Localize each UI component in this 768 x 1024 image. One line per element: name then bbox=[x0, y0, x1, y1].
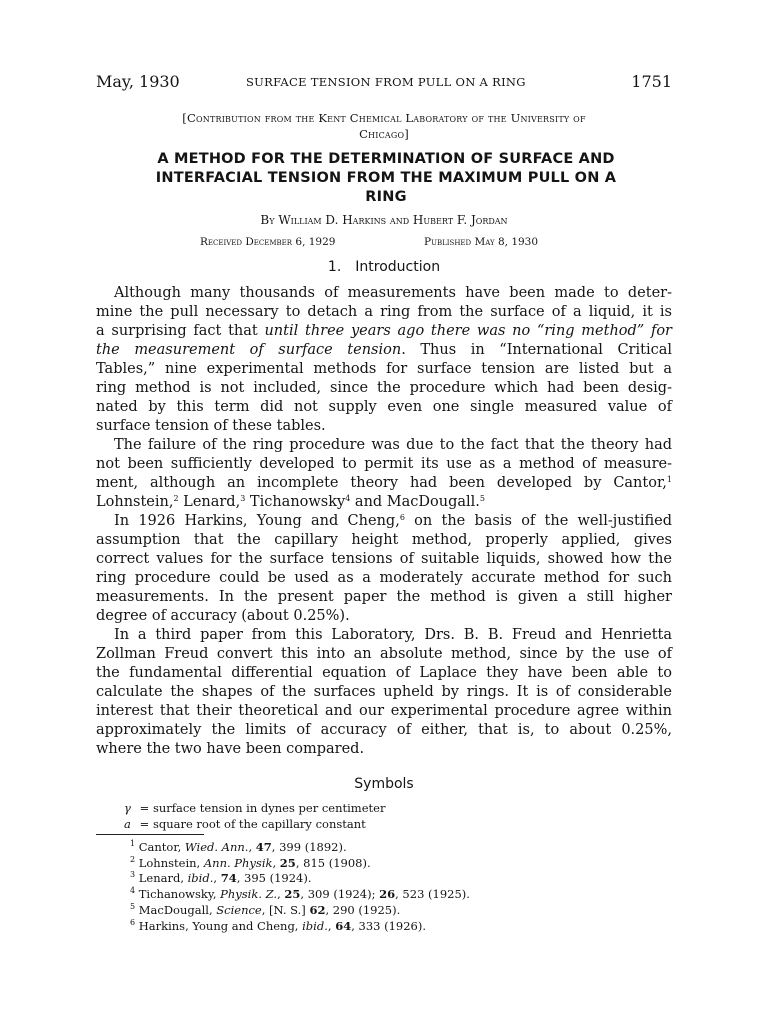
text-run: , 815 (1908). bbox=[295, 855, 371, 870]
paragraph bbox=[96, 512, 672, 626]
volume-number: 64 bbox=[335, 918, 352, 933]
italic-run: ibid. bbox=[302, 918, 328, 933]
text-line bbox=[96, 398, 672, 417]
footnote-ref: 5 bbox=[130, 901, 136, 911]
text-line bbox=[96, 322, 672, 341]
paragraph bbox=[96, 626, 672, 759]
text-line bbox=[96, 455, 672, 474]
running-title: SURFACE TENSION FROM PULL ON A RING bbox=[246, 75, 526, 89]
text-run: , bbox=[327, 918, 336, 933]
text-line bbox=[96, 303, 672, 322]
italic-run: until three years ago there was no “ring method” for bbox=[264, 323, 672, 339]
text-line bbox=[96, 474, 672, 493]
text-run: mine the pull necessary to detach a ring from the surface of a liquid, it is bbox=[96, 304, 672, 320]
text-run: ring method is not included, since the procedure which had been desig- bbox=[96, 380, 672, 396]
text-run: MacDougall, bbox=[135, 902, 217, 917]
text-line bbox=[96, 379, 672, 398]
text-line bbox=[96, 417, 672, 436]
paragraph bbox=[96, 436, 672, 512]
text-run: Although many thousands of measurements have been made to deter- bbox=[114, 285, 672, 301]
text-run: Lenard, bbox=[178, 494, 241, 510]
volume-number: 25 bbox=[279, 855, 296, 870]
footnote-rule bbox=[96, 834, 204, 835]
text-line bbox=[96, 702, 672, 721]
section-heading bbox=[96, 259, 672, 275]
text-run: interest that their theoretical and our experimental procedure agree within bbox=[96, 703, 672, 719]
text-run: Cantor, bbox=[135, 840, 185, 854]
footnote-ref: 4 bbox=[345, 494, 351, 503]
text-run: , 399 (1892). bbox=[271, 840, 347, 854]
publication-dates bbox=[200, 236, 600, 248]
symbols-heading: Symbols bbox=[354, 776, 414, 792]
footnote-ref: 6 bbox=[399, 513, 405, 522]
text-line bbox=[96, 626, 672, 645]
text-run: calculate the shapes of the surfaces upheld by rings. It is of considerable bbox=[96, 684, 672, 700]
symbol-definition: = square root of the capillary constant bbox=[139, 817, 366, 831]
text-run: Lohnstein, bbox=[135, 855, 204, 870]
text-line bbox=[96, 588, 672, 607]
section-title: Introduction bbox=[355, 259, 441, 275]
symbol-row bbox=[124, 800, 664, 816]
footnotes bbox=[130, 840, 670, 934]
text-run: nated by this term did not supply even one single measured value of bbox=[96, 399, 672, 415]
text-line bbox=[96, 284, 672, 303]
text-line bbox=[96, 360, 672, 379]
text-line bbox=[96, 721, 672, 740]
text-run: ment, although an incomplete theory had been developed by Cantor, bbox=[96, 475, 667, 491]
text-line bbox=[96, 493, 672, 512]
volume-number: 25 bbox=[284, 887, 301, 902]
italic-run: Ann. Physik bbox=[203, 855, 273, 870]
author-line: By William D. Harkins and Hubert F. Jordan bbox=[260, 213, 508, 227]
text-run: where the two have been compared. bbox=[96, 741, 365, 757]
footnote bbox=[130, 856, 670, 872]
text-line bbox=[96, 645, 672, 664]
article-title bbox=[100, 150, 672, 207]
text-run: Lenard, bbox=[135, 871, 188, 886]
contribution-note bbox=[96, 110, 672, 142]
text-run: , 523 (1925). bbox=[395, 887, 470, 902]
italic-run: Wied. Ann. bbox=[184, 840, 249, 854]
text-run: on the basis of the well-justified bbox=[404, 513, 673, 529]
footnote-ref: 4 bbox=[130, 886, 136, 896]
footnote-ref: 1 bbox=[130, 839, 136, 848]
footnote-ref: 6 bbox=[130, 917, 136, 927]
footnote-ref: 2 bbox=[173, 494, 179, 503]
symbol: γ bbox=[124, 801, 131, 815]
contribution-line: Chicago] bbox=[359, 127, 409, 141]
text-line bbox=[96, 512, 672, 531]
text-run: surface tension of these tables. bbox=[96, 418, 326, 434]
symbol-definition: = surface tension in dynes per centimeter bbox=[139, 801, 386, 815]
text-run: , 309 (1924); bbox=[300, 887, 380, 902]
title-line: INTERFACIAL TENSION FROM THE MAXIMUM PULL ON A bbox=[155, 170, 617, 186]
italic-run: the measurement of surface tension bbox=[96, 342, 402, 358]
paragraph bbox=[96, 284, 672, 436]
text-run: Zollman Freud convert this into an absolute method, since by the use of bbox=[96, 646, 672, 662]
footnote bbox=[130, 840, 670, 856]
footnote bbox=[130, 887, 670, 903]
running-header bbox=[96, 72, 672, 96]
volume-number: 26 bbox=[379, 887, 396, 902]
text-line bbox=[96, 740, 672, 759]
text-line bbox=[96, 550, 672, 569]
text-line bbox=[96, 683, 672, 702]
text-run: Tables,” nine experimental methods for surface tension are listed but a bbox=[96, 361, 672, 377]
italic-run: Science bbox=[216, 902, 262, 917]
page-number: 1751 bbox=[631, 72, 672, 91]
text-run: , 290 (1925). bbox=[325, 902, 401, 917]
footnote bbox=[130, 919, 670, 935]
body-text bbox=[96, 284, 672, 759]
text-run: , bbox=[272, 855, 280, 870]
section-number: 1. bbox=[327, 259, 342, 275]
contribution-line: [Contribution from the Kent Chemical Laboratory of the University of bbox=[182, 111, 586, 125]
text-run: and MacDougall. bbox=[350, 494, 480, 510]
published-date: Published May 8, 1930 bbox=[424, 236, 539, 248]
symbol-row bbox=[124, 816, 664, 832]
text-line bbox=[96, 569, 672, 588]
text-run: Lohnstein, bbox=[96, 494, 174, 510]
footnote bbox=[130, 903, 670, 919]
text-run: a surprising fact that bbox=[96, 323, 265, 339]
text-run: , bbox=[277, 887, 285, 902]
text-run: measurements. In the present paper the method is given a still higher bbox=[96, 589, 672, 605]
text-run: In 1926 Harkins, Young and Cheng, bbox=[114, 513, 400, 529]
text-run: , [N. S.] bbox=[261, 902, 310, 917]
text-run: , bbox=[248, 840, 256, 854]
title-line: RING bbox=[365, 189, 407, 205]
footnote-ref: 3 bbox=[240, 494, 246, 503]
footnote-ref: 3 bbox=[130, 870, 136, 880]
text-line bbox=[96, 664, 672, 683]
text-run: Harkins, Young and Cheng, bbox=[135, 918, 303, 933]
symbol: a bbox=[124, 817, 131, 831]
text-run: . Thus in “International Critical bbox=[401, 342, 672, 358]
footnote bbox=[130, 871, 670, 887]
text-run: correct values for the surface tensions of suitable liquids, showed how the bbox=[96, 551, 672, 567]
text-run: , 395 (1924). bbox=[236, 871, 312, 886]
issue-date: May, 1930 bbox=[96, 72, 180, 91]
text-run: ring procedure could be used as a moderately accurate method for such bbox=[96, 570, 672, 586]
text-line bbox=[96, 436, 672, 455]
italic-run: Physik. Z. bbox=[220, 887, 278, 902]
footnote-ref: 5 bbox=[479, 494, 486, 503]
text-run: approximately the limits of accuracy of either, that is, to about 0.25%, bbox=[96, 722, 672, 738]
text-run: , bbox=[213, 871, 221, 886]
text-run: The failure of the ring procedure was due to the fact that the theory had bbox=[114, 437, 672, 453]
text-line bbox=[96, 607, 672, 626]
italic-run: ibid. bbox=[187, 871, 214, 886]
received-date: Received December 6, 1929 bbox=[200, 236, 336, 248]
text-run: In a third paper from this Laboratory, Drs. B. B. Freud and Henrietta bbox=[114, 627, 672, 643]
symbols-list bbox=[124, 800, 664, 832]
text-run: Tichanowsky bbox=[245, 494, 346, 510]
text-run: Tichanowsky, bbox=[135, 887, 221, 902]
text-run: , 333 (1926). bbox=[351, 918, 427, 933]
volume-number: 47 bbox=[255, 840, 272, 854]
text-run: assumption that the capillary height method, properly applied, gives bbox=[96, 532, 672, 548]
text-line bbox=[96, 531, 672, 550]
title-line: A METHOD FOR THE DETERMINATION OF SURFACE AND bbox=[157, 151, 615, 167]
volume-number: 62 bbox=[309, 902, 326, 917]
footnote-ref: 2 bbox=[130, 854, 136, 864]
text-line bbox=[96, 341, 672, 360]
text-run: not been sufficiently developed to permit its use as a method of measure- bbox=[96, 456, 672, 472]
text-run: the fundamental differential equation of Laplace they have been able to bbox=[96, 665, 672, 681]
volume-number: 74 bbox=[220, 871, 237, 886]
footnote-ref: 1 bbox=[666, 475, 672, 484]
text-run: degree of accuracy (about 0.25%). bbox=[96, 608, 350, 624]
